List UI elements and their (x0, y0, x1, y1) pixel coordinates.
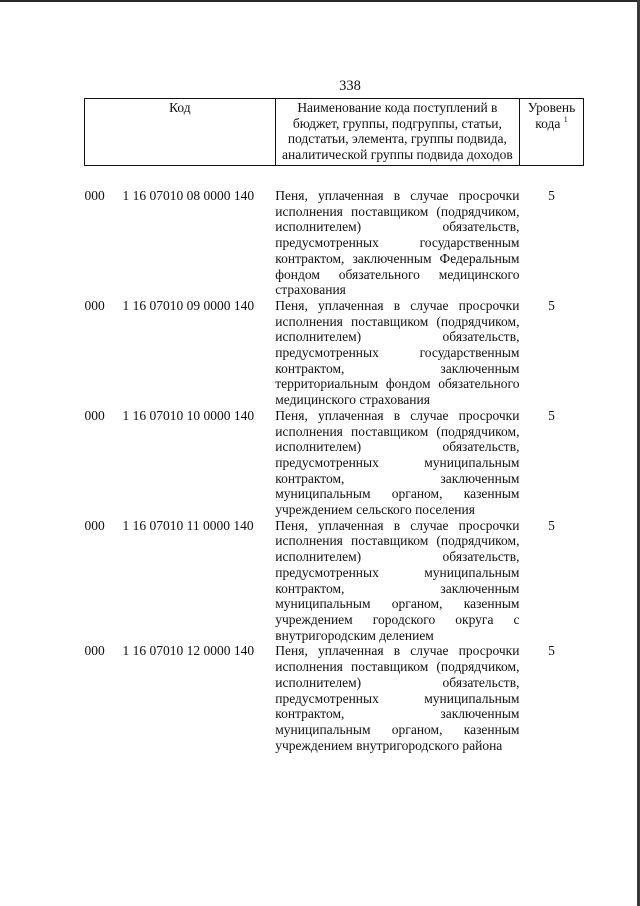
description-line: предусмотренных государственным (275, 345, 520, 361)
table-row (85, 643, 584, 753)
description-line: контрактом, заключенным (275, 470, 520, 486)
table-row (85, 298, 584, 408)
description-line: контрактом, заключенным (275, 360, 520, 376)
description-line: медицинского страхования (275, 392, 430, 408)
header-level-label: Уровень кода (527, 100, 576, 131)
description-line: Пеня, уплаченная в случае просрочки (275, 517, 520, 533)
page-number: 338 (339, 78, 361, 94)
description-line: исполнителем) обязательств, (275, 674, 520, 690)
description-line: муниципальным органом, казенным (275, 596, 520, 612)
description-line: учреждением внутригородского района (275, 737, 503, 753)
admin-code: 000 (84, 407, 105, 423)
scan-edge-top (0, 0, 640, 2)
description-line: предусмотренных муниципальным (275, 454, 520, 470)
description-line: контрактом, заключенным (275, 580, 520, 596)
name-cell (275, 643, 519, 753)
admin-code: 000 (84, 517, 105, 533)
header-spacer (85, 166, 584, 189)
description-line: контрактом, заключенным (275, 706, 520, 722)
level-cell: 5 (548, 188, 555, 203)
name-cell (275, 298, 519, 408)
header-name: Наименование кода поступлений в бюджет, группы, подгруппы, статьи, подстатьи, элемента, группы подвида, аналитической группы подвида доходов (275, 99, 519, 166)
admin-code: 000 (84, 297, 105, 313)
code-cell (85, 188, 276, 298)
admin-code: 000 (84, 643, 105, 659)
level-cell: 5 (548, 407, 555, 423)
description-line: исполнителем) обязательств, (275, 329, 520, 345)
description-line: исполнителем) обязательств, (275, 439, 520, 455)
description-line: предусмотренных муниципальным (275, 690, 520, 706)
description-line: муниципальным органом, казенным (275, 486, 520, 502)
revenue-codes-table (84, 98, 584, 753)
header-code: Код (85, 99, 276, 166)
description-line: Пеня, уплаченная в случае просрочки (275, 407, 520, 423)
description-line: учреждением сельского поселения (275, 502, 475, 518)
name-cell (275, 518, 519, 644)
table-row (85, 408, 584, 518)
name-cell (275, 188, 519, 298)
level-cell: 5 (548, 517, 555, 533)
code-cell (85, 518, 276, 644)
admin-code: 000 (84, 188, 105, 203)
description-line: Пеня, уплаченная в случае просрочки (275, 297, 520, 313)
table-body (85, 166, 584, 754)
header-level (519, 99, 583, 166)
description-line: предусмотренных государственным (275, 235, 520, 251)
name-cell (275, 408, 519, 518)
description-line: исполнения поставщиком (подрядчиком, (275, 423, 520, 439)
revenue-code: 1 16 07010 10 0000 140 (122, 407, 255, 423)
description-line: Пеня, уплаченная в случае просрочки (275, 643, 520, 659)
description-line: исполнения поставщиком (подрядчиком, (275, 533, 520, 549)
description-line: исполнителем) обязательств, (275, 549, 520, 565)
description-line: территориальным фондом обязательного (275, 376, 520, 392)
code-cell (85, 643, 276, 753)
description-line: контрактом, заключенным Федеральным (275, 250, 520, 266)
description-line: исполнения поставщиком (подрядчиком, (275, 659, 520, 675)
code-cell (85, 408, 276, 518)
table-row (85, 188, 584, 298)
description-line: учреждением городского округа с (275, 611, 520, 627)
description-line: исполнителем) обязательств, (275, 219, 520, 235)
code-cell (85, 298, 276, 408)
table-header-row (85, 99, 584, 166)
description-line: исполнения поставщиком (подрядчиком, (275, 203, 520, 219)
table-row (85, 518, 584, 644)
revenue-code: 1 16 07010 11 0000 140 (122, 517, 254, 533)
description-line: Пеня, уплаченная в случае просрочки (275, 188, 520, 203)
description-line: исполнения поставщиком (подрядчиком, (275, 313, 520, 329)
revenue-code: 1 16 07010 08 0000 140 (122, 188, 255, 203)
revenue-code: 1 16 07010 09 0000 140 (122, 297, 255, 313)
level-cell: 5 (548, 643, 555, 659)
revenue-code: 1 16 07010 12 0000 140 (122, 643, 255, 659)
description-line: внутригородским делением (275, 627, 434, 643)
description-line: предусмотренных муниципальным (275, 564, 520, 580)
description-line: фондом обязательного медицинского (275, 266, 520, 282)
description-line: муниципальным органом, казенным (275, 721, 520, 737)
level-cell: 5 (548, 297, 555, 313)
header-level-footnote: 1 (563, 114, 568, 124)
description-line: страхования (275, 282, 346, 298)
